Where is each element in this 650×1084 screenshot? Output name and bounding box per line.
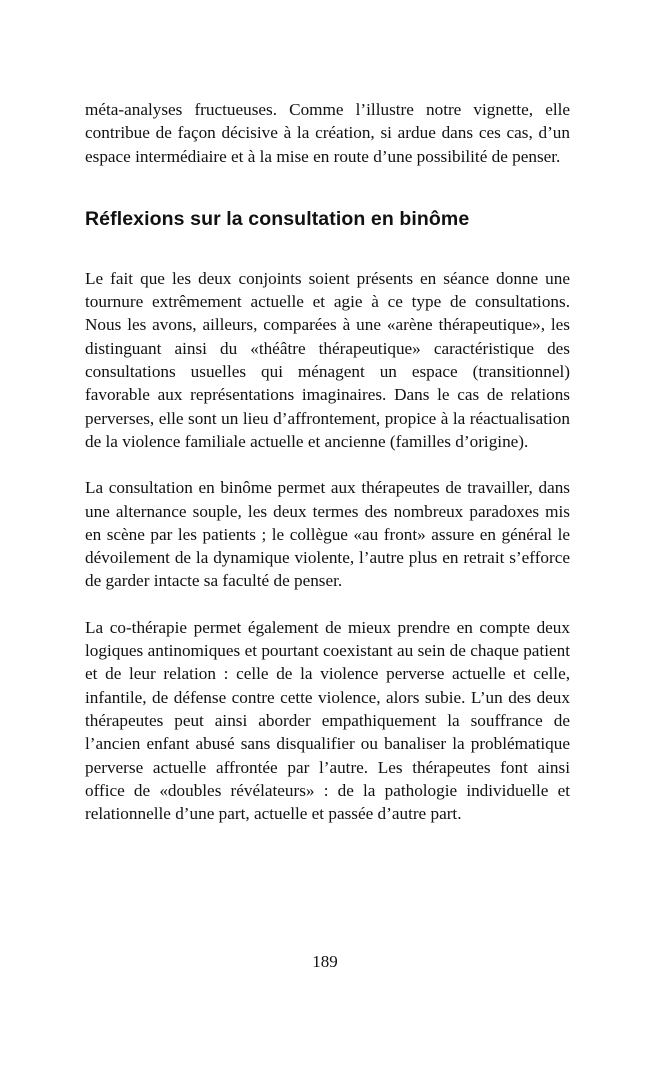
page-body: [85, 98, 570, 825]
body-paragraph-3: La co-thérapie permet également de mieux prendre en compte deux logiques antinomiques et pourtant coexistant au sein de chaque patient et de leur relation : celle de la violence perverse actuelle et celle, infantile, de défense contre cette violence, alors subie. L’un des deux thérapeutes peut ainsi aborder empathiquement la souffrance de l’ancien enfant abusé sans disqualifier ou banaliser la problématique perverse actuelle affrontée par l’autre. Les thérapeutes font ainsi office de «doubles révélateurs» : de la pathologie individuelle et relationnelle d’une part, actuelle et passée d’autre part.: [85, 617, 570, 824]
page-number: 189: [312, 952, 338, 971]
intro-paragraph: méta-analyses fructueuses. Comme l’illustre notre vignette, elle contribue de façon décisive à la création, si ardue dans ces cas, d’un espace intermédiaire et à la mise en route d’une possibilité de penser.: [85, 100, 570, 166]
body-paragraph-1: Le fait que les deux conjoints soient présents en séance donne une tournure extrêmement actuelle et agie à ce type de consultations. Nous les avons, ailleurs, comparées à une «arène thérapeutique», les distinguant ainsi du «théâtre thérapeutique» caractéristique des consultations usuelles qui ménagent un espace (transitionnel) favorable aux représentations imaginaires. Dans le cas de relations perverses, elle sont un lieu d’affrontement, propice à la réactualisation de la violence familiale actuelle et ancienne (familles d’origine).: [85, 268, 570, 451]
section-heading: Réflexions sur la consultation en binôme: [85, 207, 470, 230]
body-paragraph-2: La consultation en binôme permet aux thérapeutes de travailler, dans une alternance souple, les deux termes des nombreux paradoxes mis en scène par les patients ; le collègue «au front» assure en général le dévoilement de la dynamique violente, l’autre plus en retrait s’efforce de garder intacte sa faculté de penser.: [85, 478, 570, 591]
